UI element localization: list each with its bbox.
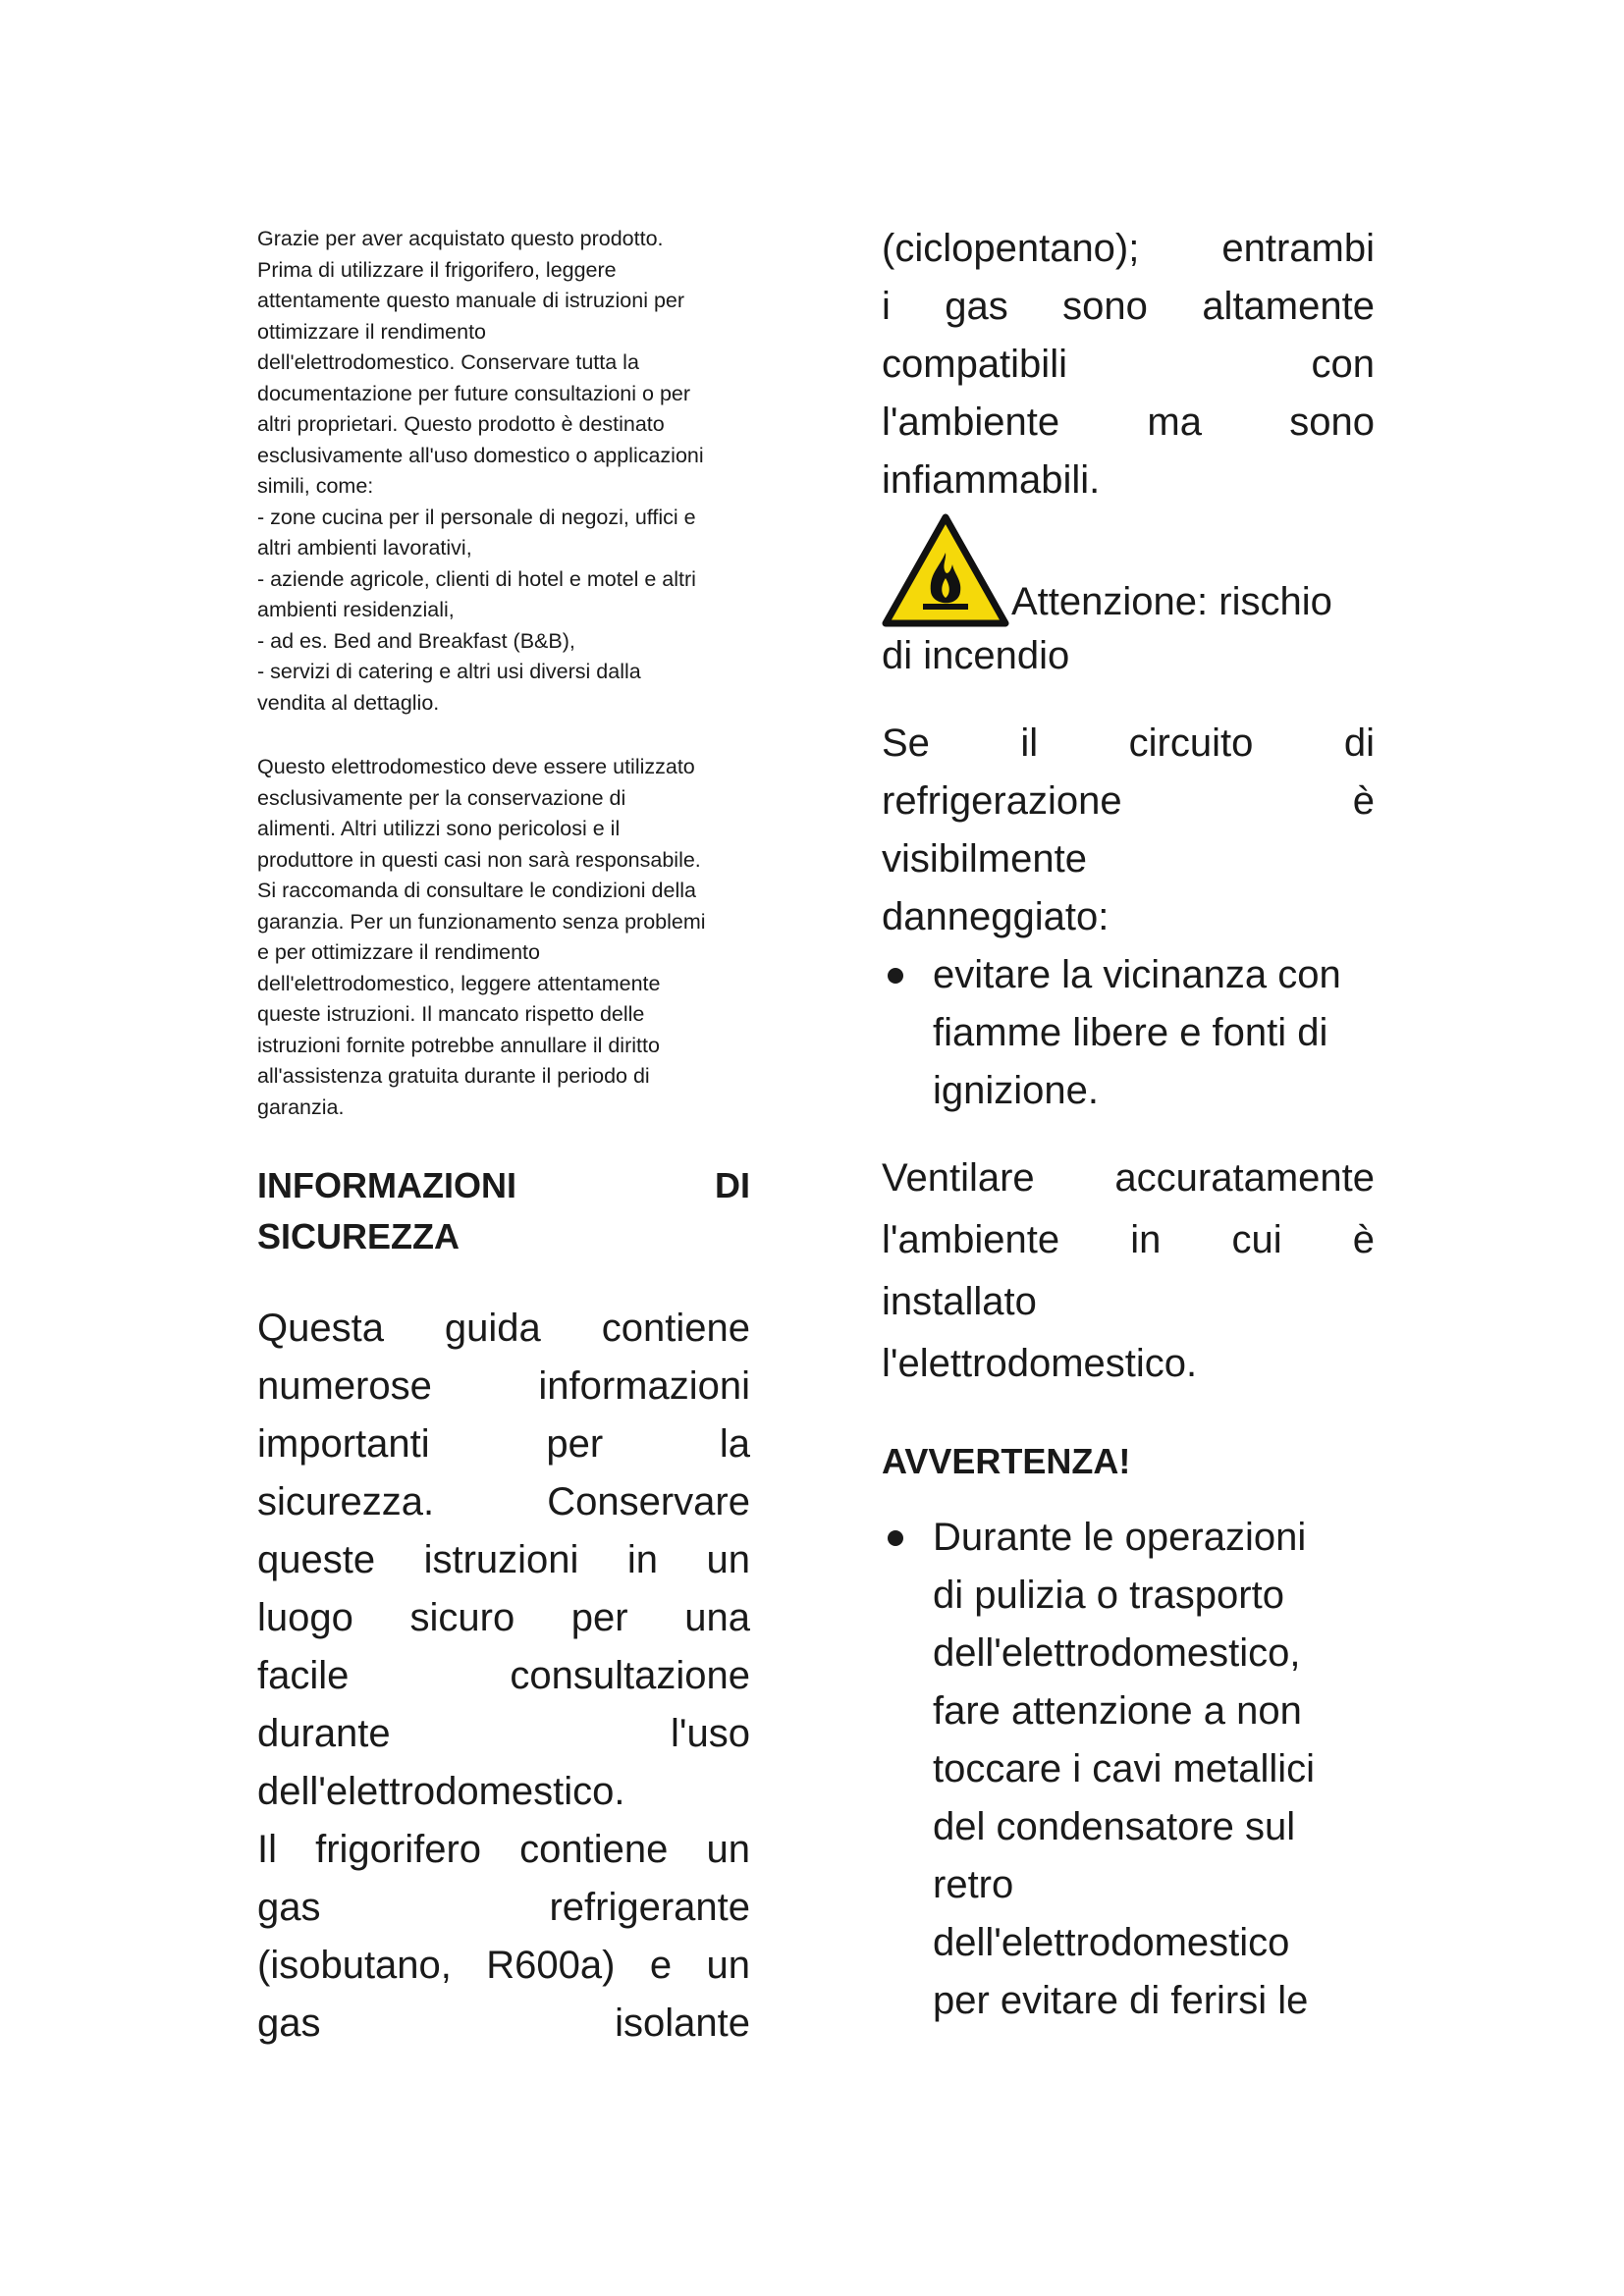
word: l'ambiente xyxy=(882,1218,1060,1261)
guide-line xyxy=(257,1647,750,1705)
gas-line xyxy=(882,220,1375,278)
guide-line xyxy=(257,1415,750,1473)
word: gas xyxy=(945,285,1008,328)
word: Questa xyxy=(257,1307,384,1350)
word: un xyxy=(706,1828,750,1871)
bullet-line: fare attenzione a non xyxy=(933,1689,1302,1733)
usage-line: garanzia. xyxy=(257,1095,345,1119)
intro-line: attentamente questo manuale di istruzioni per xyxy=(257,289,685,312)
usage-line: garanzia. Per un funzionamento senza problemi xyxy=(257,909,706,934)
word: di xyxy=(1343,721,1375,765)
usage-line: queste istruzioni. Il mancato rispetto delle xyxy=(257,1002,645,1026)
guide-line xyxy=(257,1358,750,1415)
word: sono xyxy=(1062,285,1148,328)
heading-line: SICUREZZA xyxy=(257,1216,460,1256)
word: refrigerazione xyxy=(882,779,1122,823)
word: e xyxy=(649,1944,673,1987)
word: numerose xyxy=(257,1364,432,1408)
intro-line: simili, come: xyxy=(257,474,374,498)
word: installato xyxy=(882,1280,1037,1323)
ventilate-line xyxy=(882,1271,1375,1333)
guide-line xyxy=(257,1300,750,1358)
word: l'uso xyxy=(670,1712,750,1755)
bullet-line: fiamme libere e fonti di xyxy=(933,1011,1328,1054)
word: sicurezza. xyxy=(257,1480,435,1523)
word: importanti xyxy=(257,1422,430,1466)
word: un xyxy=(706,1538,750,1581)
intro-line: - aziende agricole, clienti di hotel e motel e altri xyxy=(257,566,696,591)
word: refrigerante xyxy=(549,1886,750,1929)
left-column xyxy=(257,224,750,2053)
ventilate-line xyxy=(882,1209,1375,1271)
gas-line xyxy=(882,278,1375,336)
intro-line: - ad es. Bed and Breakfast (B&B), xyxy=(257,628,575,653)
word: è xyxy=(1352,779,1375,823)
word: luogo xyxy=(257,1596,353,1639)
bullet-line: toccare i cavi metallici xyxy=(933,1747,1316,1790)
word: informazioni xyxy=(538,1364,750,1408)
word: sicuro xyxy=(409,1596,515,1639)
word: visibilmente xyxy=(882,837,1087,881)
list-item xyxy=(882,1509,1375,2030)
intro-line: - servizi di catering e altri usi diversi dalla xyxy=(257,660,641,683)
word: istruzioni xyxy=(423,1538,579,1581)
safety-guide-paragraph xyxy=(257,1300,750,2053)
word: (ciclopentano); xyxy=(882,227,1140,270)
circuit-line xyxy=(882,830,1375,888)
word: un xyxy=(706,1944,750,1987)
intro-line: altri proprietari. Questo prodotto è destinato xyxy=(257,412,665,436)
bullet-line: di pulizia o trasporto xyxy=(933,1574,1284,1617)
guide-line xyxy=(257,1763,750,1821)
usage-line: Si raccomanda di consultare le condizioni della xyxy=(257,879,696,902)
guide-line xyxy=(257,1879,750,1937)
ventilate-line xyxy=(882,1148,1375,1209)
word: ma xyxy=(1147,400,1202,444)
usage-paragraph xyxy=(257,752,750,1123)
usage-line: alimenti. Altri utilizzi sono pericolosi e il xyxy=(257,817,621,840)
warning-text: Attenzione: rischio xyxy=(1011,580,1332,623)
intro-line: documentazione per future consultazioni o per xyxy=(257,381,691,405)
word: circuito xyxy=(1128,721,1254,765)
right-column xyxy=(882,224,1375,2030)
bullet-list-flames xyxy=(882,946,1375,1120)
guide-line xyxy=(257,1705,750,1763)
word: Ventilare xyxy=(882,1156,1035,1200)
guide-line xyxy=(257,1821,750,1879)
word: con xyxy=(1311,343,1375,386)
word: entrambi xyxy=(1221,227,1375,270)
usage-line: istruzioni fornite potrebbe annullare il diritto xyxy=(257,1033,660,1057)
word: accuratamente xyxy=(1114,1156,1375,1200)
bullet-line: retro xyxy=(933,1863,1014,1906)
word: Conservare xyxy=(547,1480,750,1523)
word: facile xyxy=(257,1654,350,1697)
usage-line: Questo elettrodomestico deve essere utilizzato xyxy=(257,755,695,778)
usage-line: produttore in questi casi non sarà responsabile. xyxy=(257,847,701,872)
word: consultazione xyxy=(510,1654,750,1697)
word: i xyxy=(882,285,891,328)
word: gas xyxy=(257,2002,321,2045)
word: Se xyxy=(882,721,930,765)
gas-line xyxy=(882,336,1375,394)
list-item xyxy=(882,946,1375,1120)
bullet-line: ignizione. xyxy=(933,1069,1100,1112)
usage-line: e per ottimizzare il rendimento xyxy=(257,940,540,964)
word: gas xyxy=(257,1886,321,1929)
word: queste xyxy=(257,1538,376,1581)
word: dell'elettrodomestico. xyxy=(257,1770,625,1813)
intro-line: Prima di utilizzare il frigorifero, leggere xyxy=(257,257,617,282)
bullet-line: Durante le operazioni xyxy=(933,1516,1307,1559)
word: l'ambiente xyxy=(882,400,1060,444)
word: l'elettrodomestico. xyxy=(882,1342,1198,1385)
warning-text-continued: di incendio xyxy=(882,634,1070,677)
word: isolante xyxy=(615,2002,750,2045)
word: Il xyxy=(257,1828,277,1871)
word: altamente xyxy=(1202,285,1375,328)
word: la xyxy=(719,1422,750,1466)
intro-line: altri ambienti lavorativi, xyxy=(257,536,472,560)
word: contiene xyxy=(519,1828,669,1871)
warning-heading: AVVERTENZA! xyxy=(882,1441,1131,1481)
circuit-line xyxy=(882,773,1375,830)
circuit-line xyxy=(882,888,1375,946)
gas-paragraph xyxy=(882,220,1375,509)
bullet-line: dell'elettrodomestico, xyxy=(933,1631,1301,1675)
word: in xyxy=(626,1538,659,1581)
word: frigorifero xyxy=(315,1828,482,1871)
ventilate-paragraph xyxy=(882,1148,1375,1395)
word: una xyxy=(684,1596,750,1639)
intro-line: ambienti residenziali, xyxy=(257,598,455,621)
word: sono xyxy=(1289,400,1375,444)
usage-line: all'assistenza gratuita durante il periodo di xyxy=(257,1064,650,1088)
intro-paragraph xyxy=(257,224,750,719)
guide-line xyxy=(257,1473,750,1531)
word: durante xyxy=(257,1712,391,1755)
word: per xyxy=(546,1422,604,1466)
bullet-icon xyxy=(888,1530,903,1546)
gas-line xyxy=(882,394,1375,452)
word: il xyxy=(1020,721,1039,765)
guide-line xyxy=(257,1531,750,1589)
intro-line: - zone cucina per il personale di negozi, uffici e xyxy=(257,505,696,529)
word: infiammabili. xyxy=(882,458,1101,502)
gas-line xyxy=(882,452,1375,509)
guide-line xyxy=(257,1589,750,1647)
word: R600a) xyxy=(486,1944,616,1987)
heading-word: INFORMAZIONI xyxy=(257,1165,516,1205)
usage-line: dell'elettrodomestico, leggere attentamente xyxy=(257,971,661,995)
bullet-list-cleaning xyxy=(882,1509,1375,2030)
guide-line xyxy=(257,1937,750,1995)
intro-line: vendita al dettaglio. xyxy=(257,690,440,715)
bullet-line: evitare la vicinanza con xyxy=(933,953,1341,996)
word: danneggiato: xyxy=(882,895,1110,938)
safety-heading xyxy=(257,1160,750,1262)
intro-line: Grazie per aver acquistato questo prodotto. xyxy=(257,227,664,250)
word: in xyxy=(1130,1218,1162,1261)
circuit-paragraph xyxy=(882,715,1375,946)
intro-line: esclusivamente all'uso domestico o applicazioni xyxy=(257,443,704,467)
word: contiene xyxy=(601,1307,750,1350)
intro-line: ottimizzare il rendimento xyxy=(257,319,487,344)
heading-word: DI xyxy=(715,1165,750,1205)
circuit-line xyxy=(882,715,1375,773)
bullet-line: del condensatore sul xyxy=(933,1805,1296,1848)
bullet-icon xyxy=(888,968,903,984)
word: cui xyxy=(1231,1218,1282,1261)
usage-line: esclusivamente per la conservazione di xyxy=(257,785,626,810)
bullet-line: dell'elettrodomestico xyxy=(933,1921,1290,1964)
word: è xyxy=(1352,1218,1375,1261)
fire-warning xyxy=(882,509,1375,627)
word: per xyxy=(570,1596,628,1639)
guide-line xyxy=(257,1995,750,2053)
bullet-line: per evitare di ferirsi le xyxy=(933,1979,1309,2022)
word: guida xyxy=(444,1307,541,1350)
ventilate-line xyxy=(882,1333,1375,1395)
word: (isobutano, xyxy=(257,1944,452,1987)
intro-line: dell'elettrodomestico. Conservare tutta la xyxy=(257,350,639,374)
flammable-warning-icon xyxy=(882,513,1009,627)
word: compatibili xyxy=(882,343,1067,386)
